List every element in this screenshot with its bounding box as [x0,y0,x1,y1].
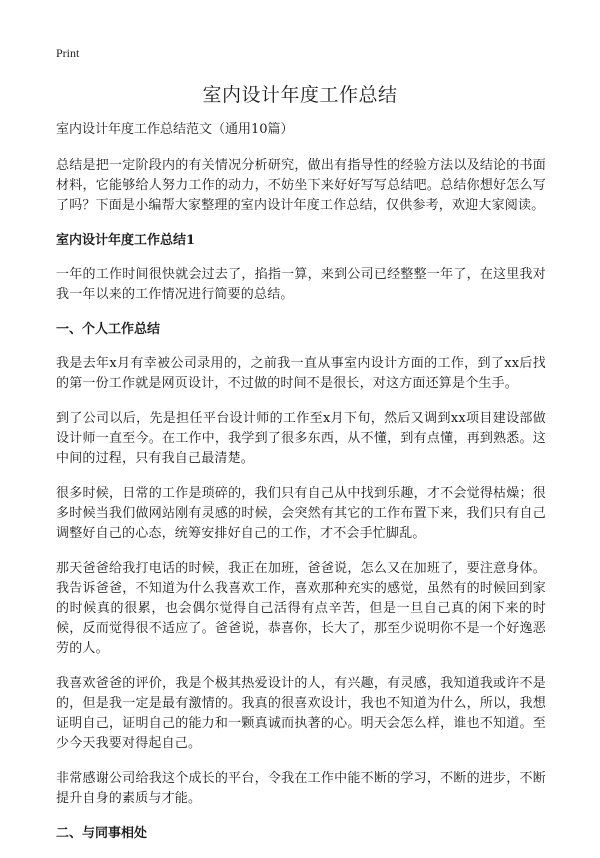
intro-paragraph: 总结是把一定阶段内的有关情况分析研究，做出有指导性的经验方法以及结论的书面材料，它能够给人努力工作的动力，不妨坐下来好好写写总结吧。总结你想好怎么写了吗？下面是小编帮大家整理的室内设计年度工作总结，仅供参考，欢迎大家阅读。 [56,158,546,213]
print-label: Print [56,46,80,60]
paragraph-6: 非常感谢公司给我这个成长的平台，令我在工作中能不断的学习，不断的进步，不断提升自身的素质与才能。 [56,771,546,806]
document-body [56,120,546,858]
document-subtitle: 室内设计年度工作总结范文（通用10篇） [56,122,294,137]
paragraph-5: 我喜欢爸爸的评价，我是个极其热爱设计的人，有兴趣，有灵感，我知道我或许不是的，但是我一定是最有激情的。我真的很喜欢设计，我也不知道为什么，所以，我想证明自己，证明自己的能力和一颗真诚而执著的心。明天会怎么样，谁也不知道。至少今天我要对得起自己。 [56,676,546,751]
document-title: 室内设计年度工作总结 [202,84,398,106]
paragraph-4: 那天爸爸给我打电话的时候，我正在加班，爸爸说，怎么又在加班了，要注意身体。我告诉爸爸，不知道为什么我喜欢工作，喜欢那种充实的感觉，虽然有的时候回到家的时候真的很累，也会偶尔觉得自己活得有点辛苦，但是一旦自己真的闲下来的时候，反而觉得很不适应了。爸爸说，恭喜你，长大了，那至少说明你不是一个好逸恶劳的人。 [56,561,546,656]
heading-personal-summary: 一、个人工作总结 [56,322,161,337]
paragraph-2: 到了公司以后，先是担任平台设计师的工作至x月下旬，然后又调到xx项目建设部做设计师一直至今。在工作中，我学到了很多东西，从不懂，到有点懂，再到熟悉。这中间的过程，只有我自己最清楚。 [56,411,546,466]
heading-colleagues: 二、与同事相处 [56,826,148,841]
paragraph-1: 我是去年x月有幸被公司录用的，之前我一直从事室内设计方面的工作，到了xx后找的第一份工作就是网页设计，不过做的时间不是很长，对这方面还算是个生手。 [56,356,546,391]
section-title: 室内设计年度工作总结1 [56,233,196,248]
section-intro-paragraph: 一年的工作时间很快就会过去了，掐指一算，来到公司已经整整一年了，在这里我对我一年以来的工作情况进行简要的总结。 [56,267,546,302]
paragraph-3: 很多时候，日常的工作是琐碎的，我们只有自己从中找到乐趣，才不会觉得枯燥；很多时候当我们做网站刚有灵感的时候，会突然有其它的工作布置下来，我们只有自己调整好自己的心态，统筹安排好自己的工作，才不会手忙脚乱。 [56,486,546,541]
